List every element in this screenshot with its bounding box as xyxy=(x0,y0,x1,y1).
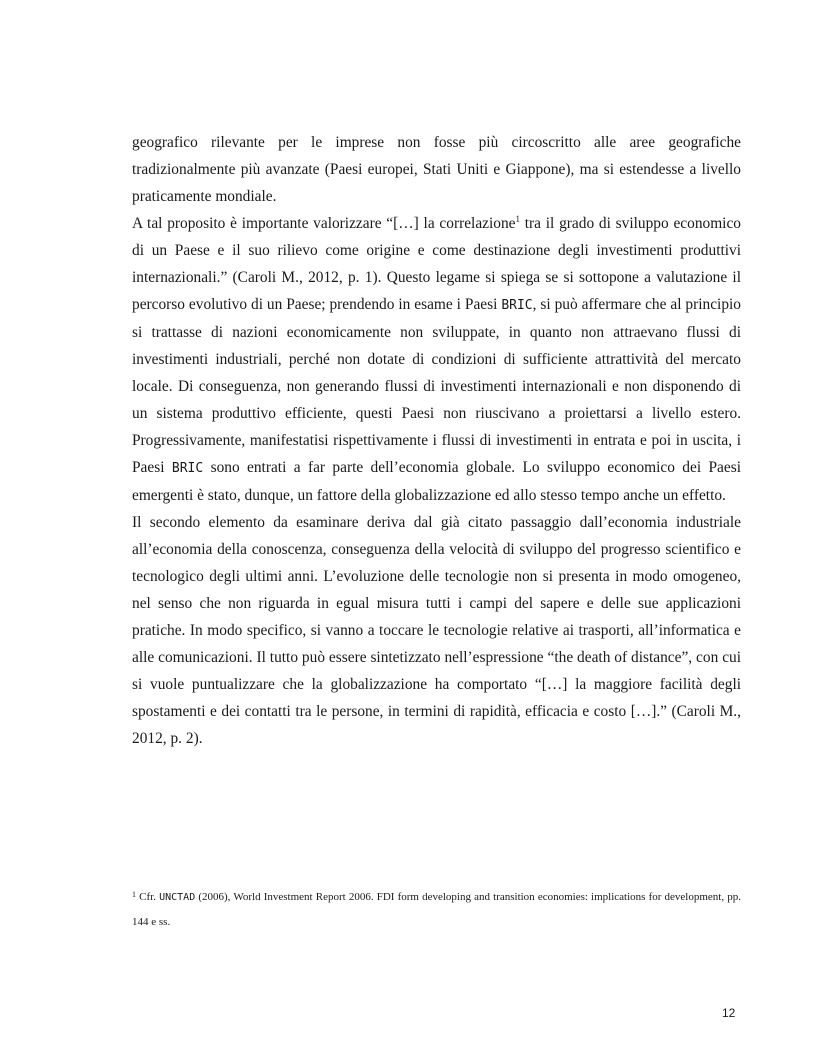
main-text xyxy=(132,129,741,752)
acronym-bric: BRIC xyxy=(501,298,533,313)
acronym-bric: BRIC xyxy=(171,461,204,476)
footnote-reference[interactable]: 1 xyxy=(515,214,520,224)
paragraph-2-part-2: tra il grado di sviluppo economico di un Paese e il suo rilievo come origine e come destinazione degli investimenti produttivi internazionali.” (Caroli M., 2012, p. 1). Questo legame si spiega se si sottopone a valutazione il percorso evolutivo di un Paese; prendendo in esame i Paesi xyxy=(132,215,741,313)
paragraph-2-part-1: A tal proposito è importante valorizzare “[…] la correlazione xyxy=(132,215,516,232)
paragraph-2-part-4: sono entrati a far parte dell’economia globale. Lo sviluppo economico dei Paesi emergenti è stato, dunque, un fattore della globalizzazione ed allo stesso tempo anche un effetto. xyxy=(132,459,741,504)
paragraph-3: Il secondo elemento da esaminare deriva dal già citato passaggio dall’economia industriale all’economia della conoscenza, conseguenza della velocità di sviluppo del progresso scientifico e tecnologico degli ultimi anni. L’evoluzione delle tecnologie non si presenta in modo omogeneo, nel senso che non riguarda in egual misura tutti i campi del sapere e delle sue applicazioni pratiche. In modo specifico, si vanno a toccare le tecnologie relative ai trasporti, all’informatica e alle comunicazioni. Il tutto può essere sintetizzato nell’espressione “the death of distance”, con cui si vuole puntualizzare che la globalizzazione ha comportato “[…] la maggiore facilità degli spostamenti e dei contatti tra le persone, in termini di rapidità, efficacia e costo […].” (Caroli M., 2012, p. 2). xyxy=(132,514,741,747)
paragraph-1: geografico rilevante per le imprese non fosse più circoscritto alle aree geografiche tradizionalmente più avanzate (Paesi europei, Stati Uniti e Giappone), ma si estendesse a livello praticamente mondiale. xyxy=(132,134,741,205)
paragraph-2-part-3: , si può affermare che al principio si trattasse di nazioni economicamente non sviluppate, in quanto non attraevano flussi di investimenti industriali, perché non dotate di condizioni di sufficiente attrattività del mercato locale. Di conseguenza, non generando flussi di investimenti internazionali e non disponendo di un sistema produttivo efficiente, questi Paesi non riuscivano a proiettarsi a livello estero. Progressivamente, manifestatisi rispettivamente i flussi di investimenti in entrata e poi in uscita, i Paesi xyxy=(132,296,741,476)
footnote xyxy=(132,885,741,934)
footnote-text: (2006), World Investment Report 2006. FDI form developing and transition economies: implications for development, pp. 144 e ss. xyxy=(132,891,742,928)
page-number: 12 xyxy=(722,1006,736,1020)
footnote-prefix: Cfr. xyxy=(136,891,160,903)
footnote-marker: 1 xyxy=(132,890,136,899)
paragraph-2 xyxy=(132,210,741,509)
acronym-unctad: UNCTAD xyxy=(159,892,196,903)
